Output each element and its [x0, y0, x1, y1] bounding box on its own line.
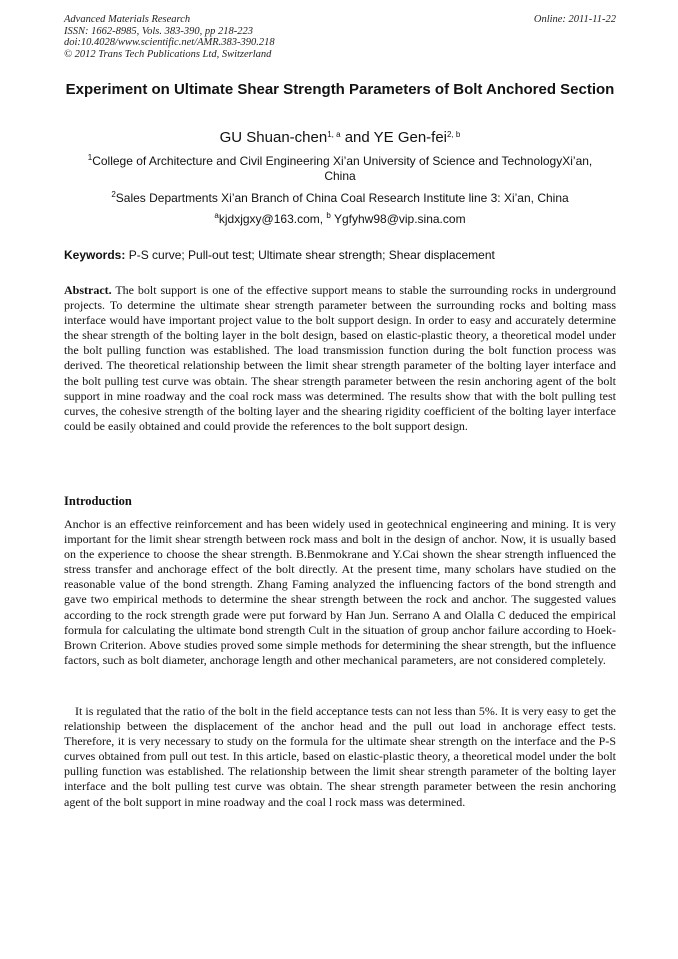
email-line — [64, 212, 616, 227]
section-heading-introduction: Introduction — [64, 494, 132, 508]
introduction-paragraph-2: It is regulated that the ratio of the bolt in the field acceptance tests can not less than 5%. It is very easy to get the relationship between the displacement of the anchor head and the pull out load in anchorage effect tests. Therefore, it is very necessary to study on the formula for the ultimate shear strength on the interface and the P-S curves obtained from pull out test. In this article, based on elastic-plastic theory, a theoretical model under the bolt pulling function was established. The relationship between the limit shear strength parameter of the bolting layer interface and the bolt pulling test curve was obtain. The shear strength parameter between the resin anchoring agent of the bolt support in mine roadway and the coal l rock mass was determined. — [64, 704, 616, 809]
abstract-label: Abstract. — [64, 283, 112, 297]
email-1-marker: a — [214, 211, 219, 220]
keywords-label: Keywords: — [64, 248, 126, 262]
journal-name: Advanced Materials Research — [64, 14, 191, 25]
online-date: Online: 2011-11-22 — [533, 14, 616, 25]
affiliation-2 — [64, 191, 616, 206]
author-2: YE Gen-fei — [373, 129, 448, 146]
affiliation-1 — [74, 154, 606, 184]
author-1: GU Shuan-chen — [219, 129, 328, 146]
author-line — [64, 128, 616, 148]
affiliation-1-marker: 1 — [87, 153, 93, 162]
email-2-marker: b — [326, 211, 331, 220]
email-1: kjdxjgxy@163.com, — [218, 212, 327, 226]
keywords-text: P-S curve; Pull-out test; Ultimate shear strength; Shear displacement — [125, 248, 495, 262]
journal-header — [64, 14, 616, 60]
abstract — [64, 283, 616, 434]
author-1-affil: 1, a — [327, 130, 341, 139]
introduction-paragraph-1: Anchor is an effective reinforcement and has been widely used in geotechnical engineering and mining. It is very important for the limit shear strength between rock mass and bolt in the design of anchor. Now, it is usually based on the experience to choose the shear strength. B.Benmokrane and Y.Cai shown the shear strength influenced the stress transfer and anchorage effect of the bolt directly. At the present time, many scholars have studied on the reasonable value of the bond strength. Zhang Faming analyzed the influencing factors of the bond strength and gave two empirical methods to determine the shear strength between the rock and anchor. The suggested values according to the rock strength grade were put forward by Han Jun. Serrano A and Olalla C deduced the empirical formula for calculating the ultimate bond strength Cult in the situation of group anchor failure according to Hoek-Brown Criterion. Above studies proved some simple methods for determining the shear strength, but the influence factors, such as bolt diameter, anchorage length and other mechanical parameters, are not considered completely. — [64, 517, 616, 667]
affiliation-2-marker: 2 — [111, 190, 116, 199]
abstract-text: The bolt support is one of the effective support means to stable the surrounding rocks in underground projects. To determine the ultimate shear strength parameter between the surrounding rocks and bolting mass interface would have important project value to the bolt support design. In order to easy and accurately determine the shear strength of the bolting layer in the bolt design, based on elastic-plastic theory, a theoretical model under the bolt pulling function was established. The load transmission function during the bolt function process was derived. The theoretical relationship between the limit shear strength parameter of the bolting layer interface and the bolt pulling test curve was obtain. The shear strength parameter between the resin anchoring agent of the bolt support in mine roadway and the coal rock mass was determined. The results show that with the bolt pulling test curves, the cohesive strength of the bolting layer and the shearing rigidity coefficient of the bolting layer interface could be easily obtained and could provide the references to the bolt support design. — [64, 283, 616, 433]
issn-line: ISSN: 1662-8985, Vols. 383-390, pp 218-223 — [64, 25, 253, 37]
keywords — [64, 248, 616, 263]
paper-title: Experiment on Ultimate Shear Strength Parameters of Bolt Anchored Section — [65, 81, 615, 98]
affiliation-2-text: Sales Departments Xi’an Branch of China Coal Research Institute line 3: Xi’an, China — [115, 191, 569, 205]
author-2-affil: 2, b — [447, 130, 461, 139]
author-conjunction: and — [340, 129, 374, 146]
affiliation-1-text: College of Architecture and Civil Engineering Xi’an University of Science and TechnologyXi’an, China — [92, 154, 593, 183]
email-2: Ygfyhw98@vip.sina.com — [330, 212, 466, 226]
copyright-line: © 2012 Trans Tech Publications Ltd, Switzerland — [64, 48, 272, 60]
doi-line: doi:10.4028/www.scientific.net/AMR.383-390.218 — [64, 37, 275, 49]
